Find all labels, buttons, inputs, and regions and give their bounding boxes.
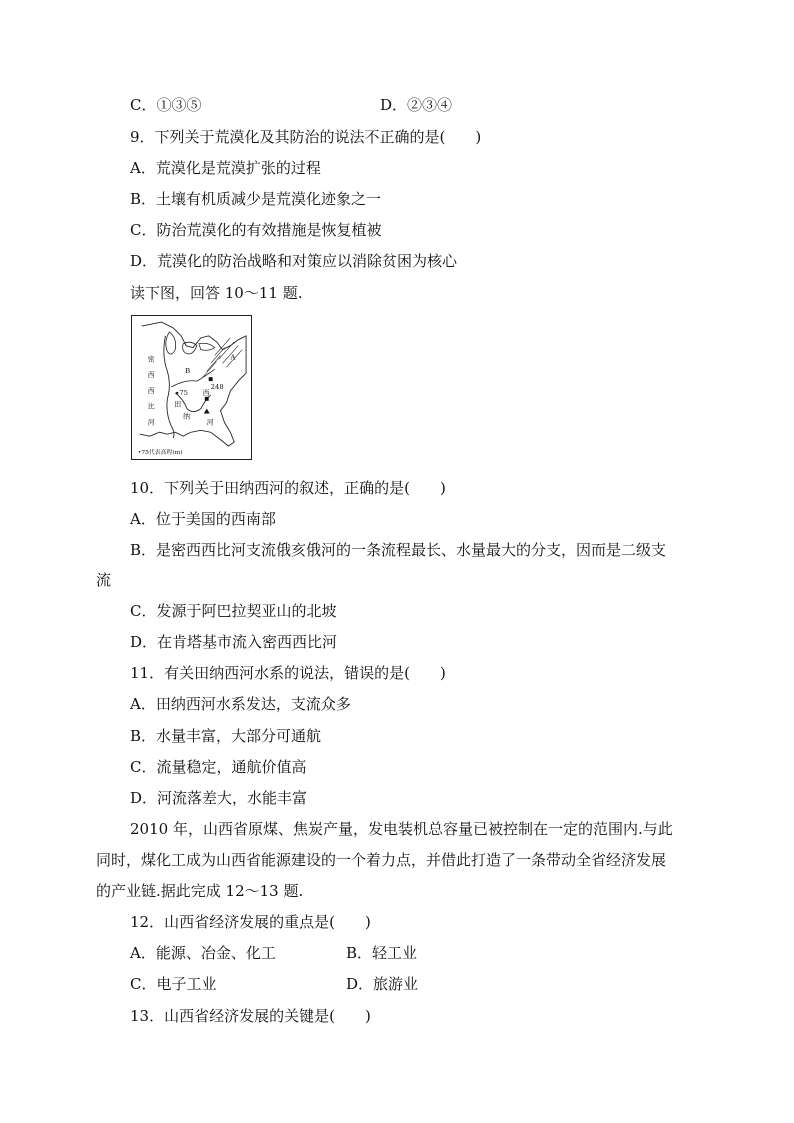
map-label-na: 纳: [183, 412, 191, 421]
q11-option-c: C．流量稳定，通航价值高: [130, 758, 307, 776]
map-graphic: [132, 316, 251, 459]
q13-stem: 13．山西省经济发展的关键是( ): [130, 1007, 371, 1025]
map-label-xi1: 西: [147, 371, 155, 380]
intro-10-11: 读下图，回答 10～11 题.: [130, 284, 303, 302]
q9-option-c: C．防治荒漠化的有效措施是恢复植被: [130, 221, 382, 239]
q10-option-b: B．是密西西比河支流俄亥俄河的一条流程最长、水量最大的分支，因而是二级支: [130, 541, 667, 559]
q11-stem: 11．有关田纳西河水系的说法，错误的是( ): [130, 664, 446, 682]
map-label-b: B: [185, 367, 191, 376]
q9-stem: 9．下列关于荒漠化及其防治的说法不正确的是( ): [130, 128, 482, 146]
map-label-248: 248: [210, 382, 224, 391]
q12-stem: 12．山西省经济发展的重点是( ): [130, 913, 371, 931]
q10-option-c: C．发源于阿巴拉契亚山的北坡: [130, 602, 337, 620]
q12-option-a: A．能源、冶金、化工: [130, 944, 276, 962]
q9-option-d: D．荒漠化的防治战略和对策应以消除贫困为核心: [130, 252, 458, 270]
map-label-75: 75: [179, 388, 188, 397]
map-label-he: 河: [147, 418, 155, 427]
map-label-xi2: 西: [147, 386, 155, 395]
q11-option-b: B．水量丰富，大部分可通航: [130, 727, 322, 745]
map-label-he2: 河: [206, 418, 214, 427]
q12-option-d: D．旅游业: [346, 975, 419, 993]
q9-option-b: B．土壤有机质减少是荒漠化迹象之一: [130, 190, 382, 208]
q11-option-d: D．河流落差大，水能丰富: [130, 789, 308, 807]
passage-line-1: 2010 年，山西省原煤、焦炭产量，发电装机总容量已被控制在一定的范围内.与此: [130, 820, 673, 838]
map-label-tian: 田: [174, 400, 182, 409]
map-label-a: A: [230, 353, 236, 362]
q8-option-d: D．②③④: [380, 96, 453, 114]
map-label-xi3: 西: [202, 388, 210, 397]
map-label-bi: 比: [147, 402, 155, 411]
q12-option-b: B．轻工业: [346, 944, 418, 962]
map-legend: •75代表高程(m): [137, 449, 183, 456]
passage-line-3: 的产业链.据此完成 12～13 题.: [96, 882, 304, 900]
tennessee-river-map: [131, 315, 252, 460]
q10-option-a: A．位于美国的西南部: [130, 510, 276, 528]
q10-option-d: D．在肯塔基市流入密西西比河: [130, 633, 338, 651]
passage-line-2: 同时，煤化工成为山西省能源建设的一个着力点，并借此打造了一条带动全省经济发展: [96, 851, 667, 869]
q10-stem: 10．下列关于田纳西河的叙述，正确的是( ): [130, 479, 446, 497]
q12-option-c: C．电子工业: [130, 975, 217, 993]
q8-option-c: C．①③⑤: [130, 96, 202, 114]
q11-option-a: A．田纳西河水系发达，支流众多: [130, 695, 351, 713]
q9-option-a: A．荒漠化是荒漠扩张的过程: [130, 159, 321, 177]
q10-option-b-wrap: 流: [96, 571, 112, 589]
map-label-mi: 密: [147, 355, 155, 364]
